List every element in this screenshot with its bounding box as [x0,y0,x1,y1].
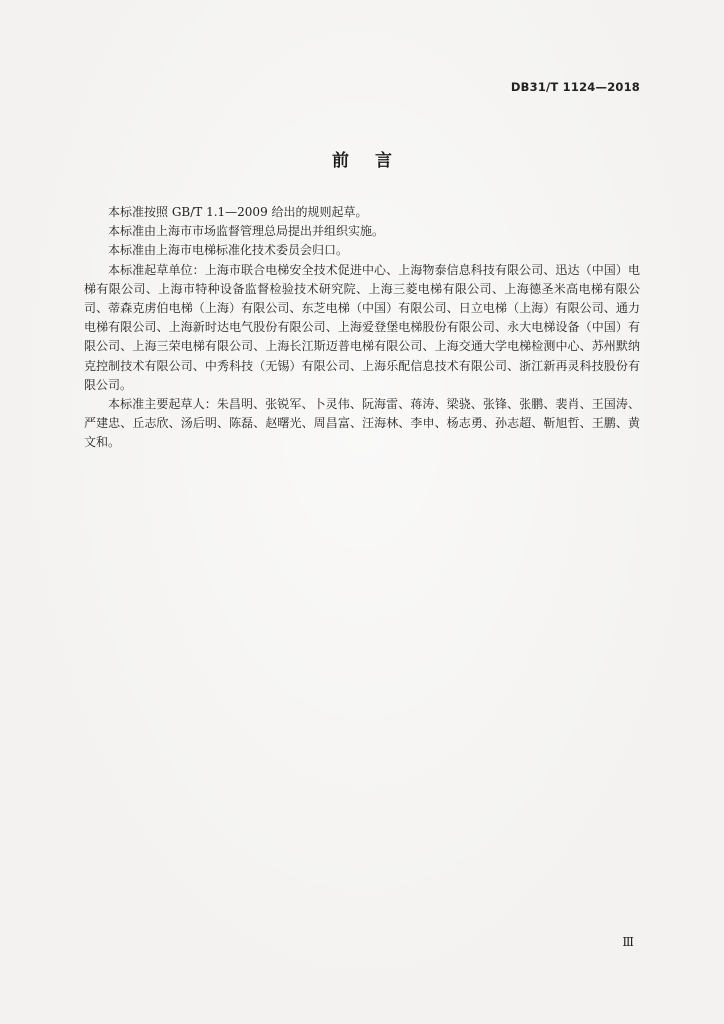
page-number: Ⅲ [622,935,634,949]
foreword-body [84,203,640,453]
page-title: 前言 [332,151,418,171]
document-code: DB31/T 1124—2018 [510,80,640,94]
paragraph-proposer: 本标准由上海市市场监督管理总局提出并组织实施。 [108,224,385,239]
paragraph-main-drafters: 本标准主要起草人：朱昌明、张锐军、卜灵伟、阮海雷、蒋涛、梁骁、张锋、张鹏、裴肖、王国涛、严建忠、丘志欣、汤后明、陈磊、赵曙光、周昌富、汪海林、李申、杨志勇、孙志超、靳旭哲、王鹏、黄文和。 [84,397,640,450]
paragraph-drafting-rules: 本标准按照 GB/T 1.1—2009 给出的规则起草。 [108,205,368,219]
paragraph-drafting-organizations: 本标准起草单位：上海市联合电梯安全技术促进中心、上海物泰信息科技有限公司、迅达（中国）电梯有限公司、上海市特种设备监督检验技术研究院、上海三菱电梯有限公司、上海德圣米高电梯有限公司、蒂森克虏伯电梯（上海）有限公司、东芝电梯（中国）有限公司、日立电梯（上海）有限公司、通力电梯有限公司、上海新时达电气股份有限公司、上海爱登堡电梯股份有限公司、永大电梯设备（中国）有限公司、上海三荣电梯有限公司、上海长江斯迈普电梯有限公司、上海交通大学电梯检测中心、苏州默纳克控制技术有限公司、中秀科技（无锡）有限公司、上海乐配信息技术有限公司、浙江新再灵科技股份有限公司。 [84,262,640,392]
paragraph-centralizing-unit: 本标准由上海市电梯标准化技术委员会归口。 [108,243,349,258]
